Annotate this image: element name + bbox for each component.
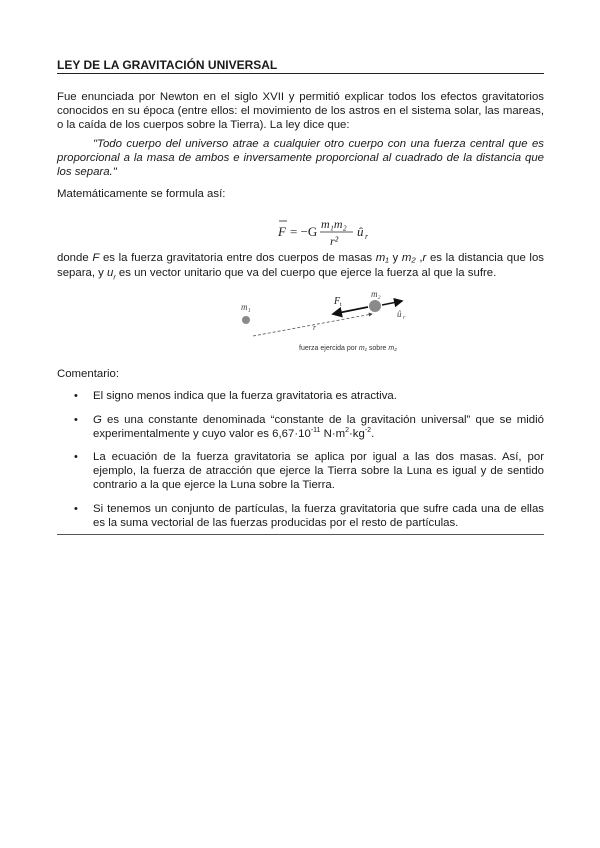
caption-m2: m₂ (388, 345, 397, 353)
figure-caption (299, 345, 397, 352)
bullet-icon: • (74, 502, 78, 515)
def-u-sub: r (113, 273, 116, 281)
law-quote: "Todo cuerpo del universo atrae a cualquier otro cuerpo con una fuerza central que es proporcional a la masa de ambos e inversamente proporcional al cuadrado de la distancia que los separa." (57, 137, 544, 179)
list-item (57, 450, 544, 493)
bullet-2-unit2: ·kg (349, 427, 365, 440)
bullet-text-2: es una constante denominada “constante de la gravitación universal” que se midió experimentalmente y cuyo valor es 6,67·10 (93, 413, 544, 440)
document-page (57, 58, 544, 539)
def-u: u (107, 266, 114, 279)
force-diagram (57, 289, 544, 359)
document-title: LEY DE LA GRAVITACIÓN UNIVERSAL (57, 58, 544, 74)
force-diagram-svg (57, 289, 544, 359)
formula-unit-sub: r (365, 232, 369, 242)
mass-m1-label: m₁ (241, 302, 251, 313)
def-m1: m₁ (375, 252, 389, 265)
definition-paragraph (57, 251, 544, 285)
bullet-text-4: Si tenemos un conjunto de partículas, la fuerza gravitatoria que sufre cada una de ellas es la suma vectorial de las fuerzas producidas por el resto de partículas. (93, 502, 544, 529)
gravitation-formula (57, 209, 544, 249)
def-m2: m₂ (401, 252, 416, 265)
bullet-2-unit: N·m (320, 427, 346, 440)
mass-m1-dot (242, 316, 250, 324)
formula-lhs: F (278, 224, 286, 240)
bullet-icon: • (74, 450, 78, 463)
comment-list (57, 389, 544, 530)
intro-paragraph: Fue enunciada por Newton en el siglo XVII y permitió explicar todos los efectos gravitatorios conocidos en su época (entre ellos: el movimiento de los astros en el sistema solar, las mareas, o la caída de los cuerpos sobre la Tierra). La ley dice que: (57, 91, 544, 132)
bullet-2-G: G (93, 413, 102, 426)
list-item (57, 413, 544, 441)
caption-m1: m₁ (358, 345, 367, 353)
distance-label: r (313, 323, 317, 333)
bullet-text-3: La ecuación de la fuerza gravitatoria se aplica por igual a las dos masas. Así, por ejemplo, la fuerza de atracción que ejerce la Tierra sobre la Luna es igual y de sentido contrario a la que ejerce la Luna sobre la Tierra. (93, 450, 544, 492)
formula-lead: Matemáticamente se formula así: (57, 188, 226, 201)
bullet-2-exp2: 2 (345, 426, 350, 434)
force-sub: t (340, 302, 342, 309)
def-text-4: , (415, 252, 423, 265)
unit-vector-label: û (397, 309, 402, 320)
bullet-2-exp3: -2 (364, 426, 372, 434)
def-text-1: donde (57, 252, 93, 265)
def-F: F (92, 252, 100, 265)
unit-vector-arrow-icon (382, 301, 402, 305)
force-label: F (334, 296, 341, 308)
bullet-2-end: . (371, 427, 375, 440)
comment-heading: Comentario: (57, 368, 120, 381)
formula-eq: = −G (290, 224, 318, 240)
caption-mid: sobre (366, 345, 389, 353)
bullet-2-exp: -11 (310, 426, 321, 434)
def-text-3: y (388, 252, 402, 265)
def-r: r (422, 252, 427, 265)
caption-pre: fuerza ejercida por (299, 345, 359, 353)
list-item (57, 389, 544, 403)
bullet-icon: • (74, 413, 78, 426)
formula-svg (57, 209, 544, 249)
formula-unit-vector: û (357, 224, 364, 240)
mass-m2-dot (369, 300, 381, 312)
def-text-2: es la fuerza gravitatoria entre dos cuerpos de masas (99, 252, 376, 265)
bullet-icon: • (74, 390, 78, 403)
unit-vector-sub: r (403, 315, 406, 322)
formula-numerator: m₁m₂ (321, 217, 347, 232)
force-arrow-icon (333, 307, 368, 314)
list-item (57, 502, 544, 530)
def-text-6: es un vector unitario que va del cuerpo que ejerce la fuerza al que la sufre. (115, 266, 497, 279)
def-text-5: es la distancia que los separa, y (57, 252, 544, 279)
formula-denominator: r² (330, 234, 339, 249)
mass-m2-label: m₂ (371, 289, 381, 300)
bullet-text-1: El signo menos indica que la fuerza gravitatoria es atractiva. (93, 390, 397, 403)
end-divider (57, 534, 544, 535)
